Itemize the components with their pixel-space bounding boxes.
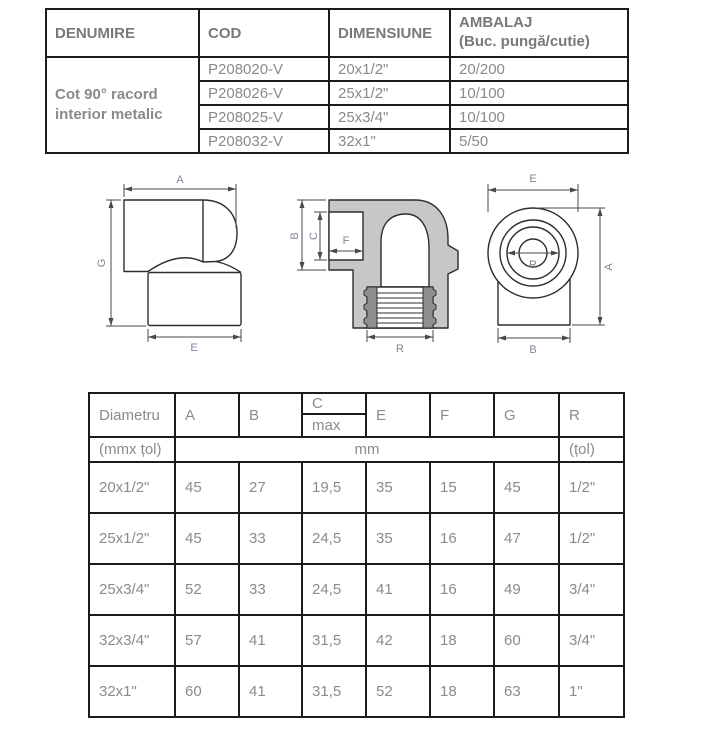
col-c — [302, 393, 366, 437]
cell-g: 47 — [494, 513, 559, 564]
arrowhead — [124, 187, 132, 192]
col-c-max-label: max — [312, 417, 341, 434]
product-table-header-row — [46, 9, 628, 57]
cell-r: 1" — [559, 666, 624, 717]
col-e: E — [366, 393, 430, 437]
table-row — [89, 615, 624, 666]
cell-a: 45 — [175, 462, 239, 513]
table-row — [89, 462, 624, 513]
col-f: F — [430, 393, 494, 437]
table-row — [89, 513, 624, 564]
cell-b: 27 — [239, 462, 302, 513]
arrowhead — [488, 188, 496, 193]
cell-c: 31,5 — [302, 615, 366, 666]
col-ambalaj — [450, 9, 628, 57]
cell-ambalaj: 10/100 — [450, 105, 628, 129]
cell-c: 24,5 — [302, 513, 366, 564]
dim-line-b — [498, 328, 570, 343]
dim-label-a: A — [176, 174, 184, 186]
cell-r: 3/4" — [559, 615, 624, 666]
cell-cod: P208026-V — [199, 81, 329, 105]
col-diametru: Diametru — [89, 393, 175, 437]
inner-channel — [381, 214, 429, 287]
cell-diametru: 32x3/4" — [89, 615, 175, 666]
col-cod: COD — [199, 9, 329, 57]
arrowhead — [300, 262, 305, 270]
cell-cod: P208032-V — [199, 129, 329, 153]
bottom-view-drawing — [473, 170, 665, 360]
arrowhead — [233, 335, 241, 340]
product-table — [45, 8, 629, 154]
dim-label-a: A — [603, 263, 615, 271]
dim-label-g: G — [96, 258, 108, 268]
socket-body — [148, 273, 241, 326]
dim-label-f: F — [342, 235, 350, 247]
cell-g: 60 — [494, 615, 559, 666]
dim-label-b: B — [289, 232, 301, 240]
cell-b: 33 — [239, 564, 302, 615]
arrowhead — [367, 335, 375, 340]
col-r: R — [559, 393, 624, 437]
col-b: B — [239, 393, 302, 437]
arrowhead — [598, 208, 603, 216]
cell-b: 41 — [239, 615, 302, 666]
col-g: G — [494, 393, 559, 437]
cell-cod: P208025-V — [199, 105, 329, 129]
col-ambalaj-line2: (Buc. pungă/cutie) — [459, 33, 590, 50]
arrowhead — [498, 336, 506, 341]
arrowhead — [109, 200, 114, 208]
arrowhead — [318, 252, 323, 260]
table-row — [46, 57, 628, 81]
cell-a: 60 — [175, 666, 239, 717]
cell-e: 35 — [366, 462, 430, 513]
cell-b: 41 — [239, 666, 302, 717]
arrowhead — [570, 188, 578, 193]
arrowhead — [598, 317, 603, 325]
arrowhead — [300, 200, 305, 208]
product-name: Cot 90° racord interior metalic — [46, 57, 199, 153]
cell-c: 24,5 — [302, 564, 366, 615]
arrowhead — [109, 318, 114, 326]
thread-lines — [377, 293, 423, 323]
insert-left-wall — [364, 287, 377, 328]
cell-f: 18 — [430, 615, 494, 666]
cell-dimensiune: 25x3/4" — [329, 105, 450, 129]
dimensions-header-row — [89, 393, 624, 437]
units-row — [89, 437, 624, 462]
dim-label-e: E — [190, 342, 198, 354]
dim-label-r: R — [529, 259, 537, 271]
cell-r: 1/2" — [559, 462, 624, 513]
col-dimensiune: DIMENSIUNE — [329, 9, 450, 57]
dim-label-c: C — [308, 232, 320, 240]
dim-line-r — [367, 330, 433, 342]
cell-e: 41 — [366, 564, 430, 615]
cell-c: 31,5 — [302, 666, 366, 717]
col-c-label: C — [303, 394, 365, 415]
cell-a: 45 — [175, 513, 239, 564]
cell-diametru: 32x1" — [89, 666, 175, 717]
unit-mm: mm — [175, 437, 559, 462]
cell-r: 3/4" — [559, 564, 624, 615]
cell-r: 1/2" — [559, 513, 624, 564]
cell-a: 57 — [175, 615, 239, 666]
dim-label-b: B — [529, 344, 537, 356]
side-view-drawing — [90, 170, 270, 360]
insert-right-wall — [423, 287, 436, 328]
cell-g: 45 — [494, 462, 559, 513]
elbow-body-outline — [124, 200, 237, 272]
cell-f: 16 — [430, 564, 494, 615]
dim-line-e — [148, 329, 241, 342]
arrowhead — [318, 212, 323, 220]
cell-ambalaj: 20/200 — [450, 57, 628, 81]
dim-label-e: E — [529, 173, 537, 185]
table-row — [89, 666, 624, 717]
section-view-drawing — [280, 170, 470, 360]
weld-wave-line — [216, 262, 241, 273]
cell-e: 42 — [366, 615, 430, 666]
cell-dimensiune: 20x1/2" — [329, 57, 450, 81]
cell-f: 15 — [430, 462, 494, 513]
arrowhead — [148, 335, 156, 340]
arrowhead — [425, 335, 433, 340]
cell-e: 52 — [366, 666, 430, 717]
col-ambalaj-line1: AMBALAJ — [459, 14, 533, 32]
cell-ambalaj: 10/100 — [450, 81, 628, 105]
cell-f: 16 — [430, 513, 494, 564]
cell-dimensiune: 25x1/2" — [329, 81, 450, 105]
col-denumire: DENUMIRE — [46, 9, 199, 57]
cell-f: 18 — [430, 666, 494, 717]
cell-g: 49 — [494, 564, 559, 615]
cell-g: 63 — [494, 666, 559, 717]
cell-diametru: 25x1/2" — [89, 513, 175, 564]
arrowhead — [228, 187, 236, 192]
table-row — [89, 564, 624, 615]
unit-tol: (țol) — [559, 437, 624, 462]
dimensions-table — [88, 392, 625, 718]
cell-ambalaj: 5/50 — [450, 129, 628, 153]
cell-a: 52 — [175, 564, 239, 615]
col-a: A — [175, 393, 239, 437]
unit-diametru: (mmx țol) — [89, 437, 175, 462]
arrowhead — [562, 336, 570, 341]
cell-diametru: 25x3/4" — [89, 564, 175, 615]
cell-c: 19,5 — [302, 462, 366, 513]
dim-label-r: R — [396, 343, 404, 355]
cell-dimensiune: 32x1" — [329, 129, 450, 153]
cell-b: 33 — [239, 513, 302, 564]
cell-e: 35 — [366, 513, 430, 564]
cell-diametru: 20x1/2" — [89, 462, 175, 513]
cell-cod: P208020-V — [199, 57, 329, 81]
